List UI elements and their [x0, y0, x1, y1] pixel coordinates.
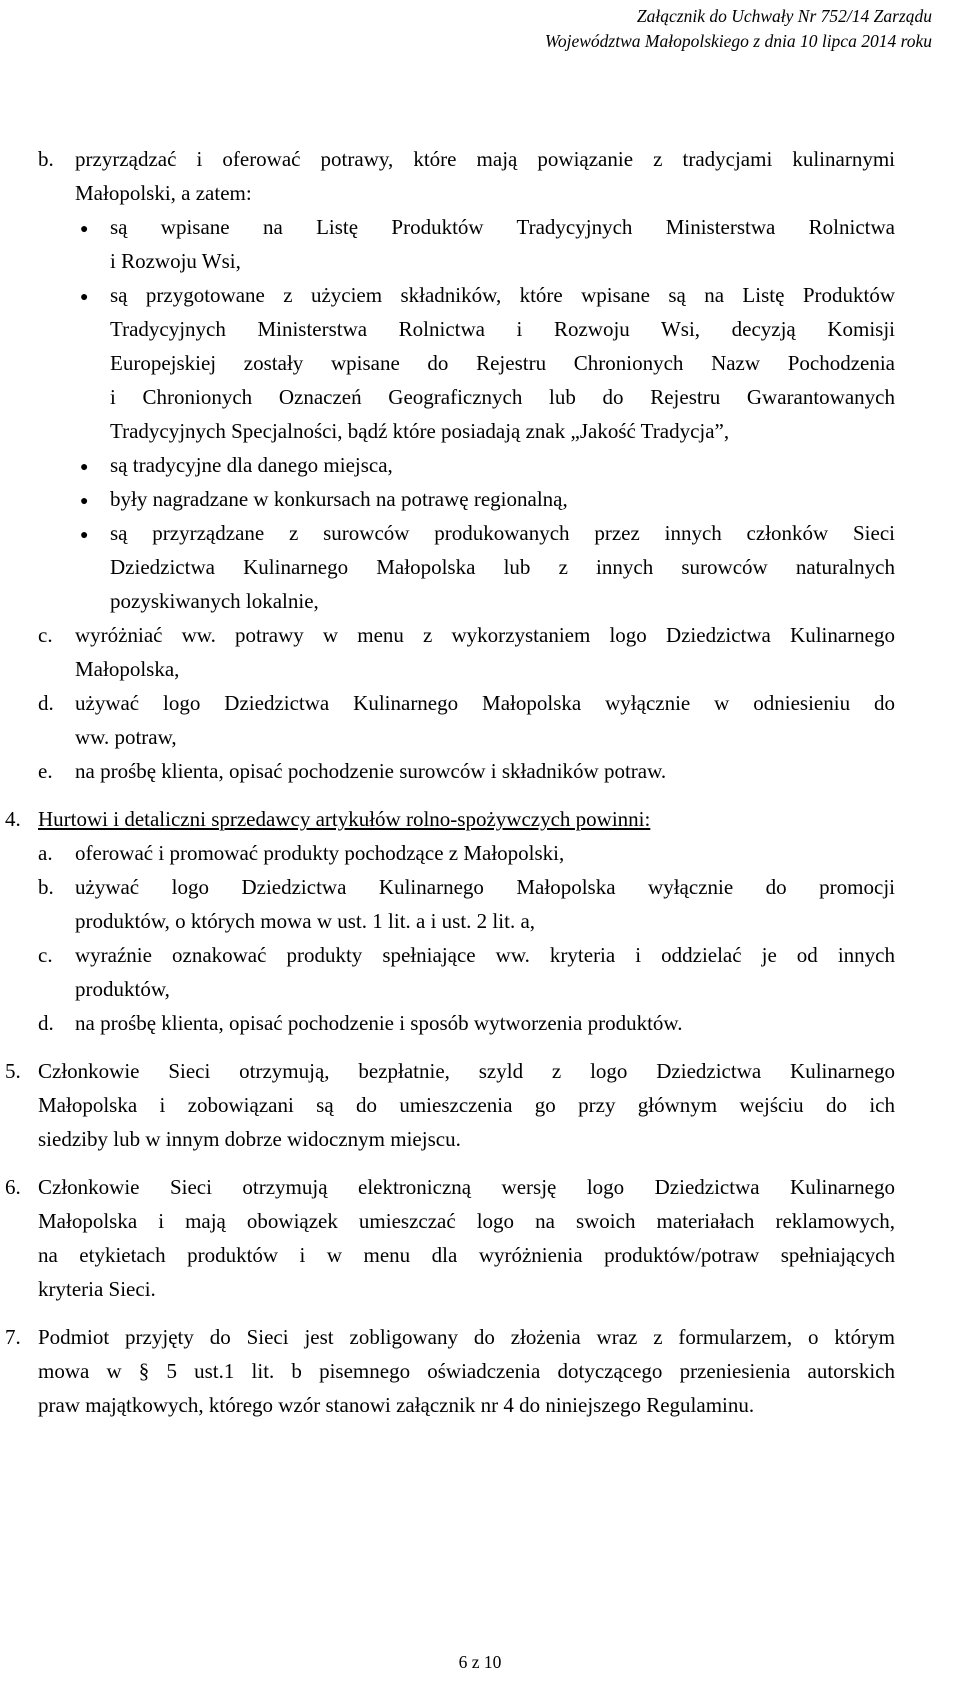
- paragraph-line: kryteria Sieci.: [38, 1277, 156, 1301]
- paragraph-line: używać logo Dziedzictwa Kulinarnego Małopolska wyłącznie do promocji: [75, 875, 895, 899]
- bullet-line: są przyrządzane z surowców produkowanych przez innych członków Sieci: [110, 521, 895, 545]
- paragraph-line: produktów, o których mowa w ust. 1 lit. a i ust. 2 lit. a,: [75, 909, 536, 933]
- paragraph-line: ww. potraw,: [75, 725, 177, 749]
- document-header: [545, 4, 932, 54]
- bullet-line: i Chronionych Oznaczeń Geograficznych lub do Rejestru Gwarantowanych: [110, 385, 895, 409]
- paragraph-line: na etykietach produktów i w menu dla wyróżnienia produktów/potraw spełniających: [38, 1243, 895, 1267]
- bullet-icon: ●: [80, 494, 89, 509]
- list-label: d.: [38, 691, 54, 715]
- point-number: 6.: [5, 1175, 21, 1199]
- point-number: 4.: [5, 807, 21, 831]
- paragraph-line: Małopolska i zobowiązani są do umieszczenia go przy głównym wejściu do ich: [38, 1093, 895, 1117]
- paragraph-line: Członkowie Sieci otrzymują elektroniczną wersję logo Dziedzictwa Kulinarnego: [38, 1175, 895, 1199]
- paragraph-line: na prośbę klienta, opisać pochodzenie i sposób wytworzenia produktów.: [75, 1011, 683, 1035]
- paragraph-line: Małopolska,: [75, 657, 180, 681]
- point-number: 7.: [5, 1325, 21, 1349]
- bullet-icon: ●: [80, 528, 89, 543]
- paragraph-line: Podmiot przyjęty do Sieci jest zobligowany do złożenia wraz z formularzem, o którym: [38, 1325, 895, 1349]
- list-label: e.: [38, 759, 53, 783]
- bullet-line: pozyskiwanych lokalnie,: [110, 589, 319, 613]
- bullet-icon: ●: [80, 460, 89, 475]
- bullet-line: są przygotowane z użyciem składników, które wpisane są na Listę Produktów: [110, 283, 895, 307]
- list-label: b.: [38, 147, 54, 171]
- paragraph-line: Małopolski, a zatem:: [75, 181, 252, 205]
- header-line-2: Województwa Małopolskiego z dnia 10 lipca 2014 roku: [544, 31, 932, 51]
- bullet-line: Europejskiej zostały wpisane do Rejestru Chronionych Nazw Pochodzenia: [110, 351, 895, 375]
- paragraph-line: Członkowie Sieci otrzymują, bezpłatnie, szyld z logo Dziedzictwa Kulinarnego: [38, 1059, 895, 1083]
- bullet-icon: ●: [80, 222, 89, 237]
- list-label: c.: [38, 623, 53, 647]
- bullet-line: Tradycyjnych Ministerstwa Rolnictwa i Rozwoju Wsi, decyzją Komisji: [110, 317, 895, 341]
- list-label: d.: [38, 1011, 54, 1035]
- bullet-line: Dziedzictwa Kulinarnego Małopolska lub z innych surowców naturalnych: [110, 555, 895, 579]
- page-number: 6 z 10: [458, 1652, 502, 1672]
- list-label: b.: [38, 875, 54, 899]
- paragraph-line: produktów,: [75, 977, 170, 1001]
- paragraph-line: używać logo Dziedzictwa Kulinarnego Małopolska wyłącznie w odniesieniu do: [75, 691, 895, 715]
- list-label: c.: [38, 943, 53, 967]
- bullet-line: Tradycyjnych Specjalności, bądź które posiadają znak „Jakość Tradycja”,: [110, 419, 730, 443]
- paragraph-line: wyraźnie oznakować produkty spełniające ww. kryteria i oddzielać je od innych: [75, 943, 895, 967]
- paragraph-line: praw majątkowych, którego wzór stanowi załącznik nr 4 do niniejszego Regulaminu.: [38, 1393, 755, 1417]
- bullet-line: były nagradzane w konkursach na potrawę regionalną,: [110, 487, 568, 511]
- paragraph-line: mowa w § 5 ust.1 lit. b pisemnego oświadczenia dotyczącego przeniesienia autorskich: [38, 1359, 895, 1383]
- bullet-line: są wpisane na Listę Produktów Tradycyjnych Ministerstwa Rolnictwa: [110, 215, 895, 239]
- bullet-line: i Rozwoju Wsi,: [110, 249, 241, 273]
- paragraph-line: przyrządzać i oferować potrawy, które mają powiązanie z tradycjami kulinarnymi: [75, 147, 895, 171]
- paragraph-line: na prośbę klienta, opisać pochodzenie surowców i składników potraw.: [75, 759, 667, 783]
- paragraph-line: wyróżniać ww. potrawy w menu z wykorzystaniem logo Dziedzictwa Kulinarnego: [75, 623, 895, 647]
- paragraph-line: Małopolska i mają obowiązek umieszczać logo na swoich materiałach reklamowych,: [38, 1209, 895, 1233]
- point-number: 5.: [5, 1059, 21, 1083]
- paragraph-line: oferować i promować produkty pochodzące z Małopolski,: [75, 841, 565, 865]
- header-line-1: Załącznik do Uchwały Nr 752/14 Zarządu: [636, 6, 932, 26]
- bullet-icon: ●: [80, 290, 89, 305]
- bullet-line: są tradycyjne dla danego miejsca,: [110, 453, 393, 477]
- paragraph-line: siedziby lub w innym dobrze widocznym miejscu.: [38, 1127, 461, 1151]
- section-heading: Hurtowi i detaliczni sprzedawcy artykułów rolno-spożywczych powinni:: [38, 807, 651, 831]
- list-label: a.: [38, 841, 53, 865]
